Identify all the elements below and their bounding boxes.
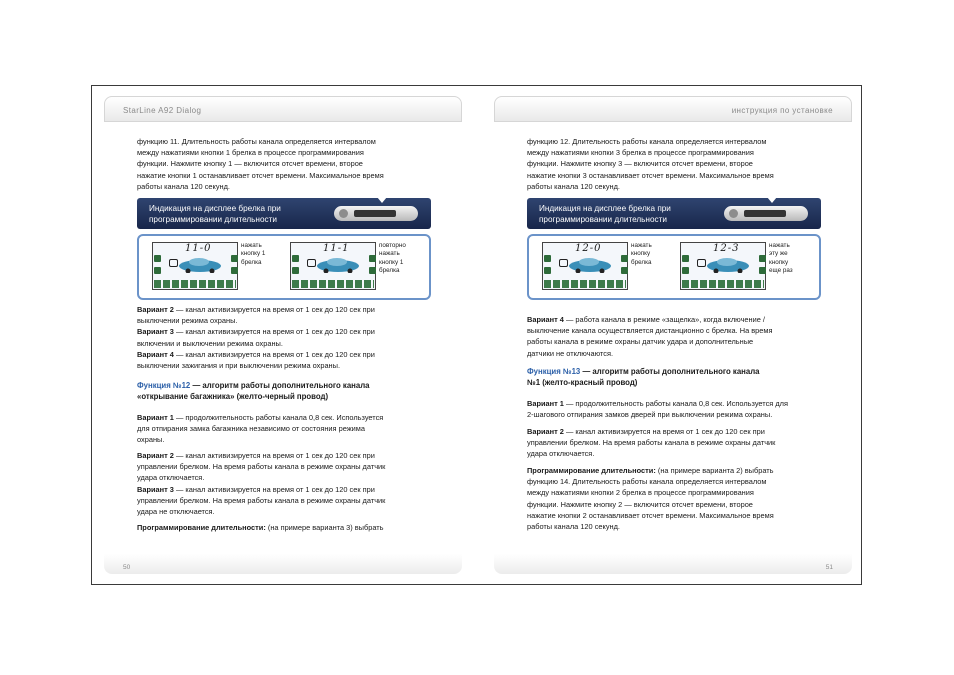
triangle-marker-icon bbox=[377, 197, 387, 203]
screen-caption bbox=[769, 242, 807, 276]
text-line: работы канала 120 секунд. bbox=[137, 181, 230, 191]
indication-band bbox=[527, 198, 821, 229]
variant-text: — канал активизируется на время от 1 сек до 120 сек при bbox=[175, 327, 375, 337]
function-number: Функция №12 bbox=[137, 381, 191, 390]
text-line: выключении зажигания и при выключении режима охраны. bbox=[137, 361, 341, 371]
variant-text: — продолжительность работы канала 0,8 сек. Используется для bbox=[565, 399, 788, 408]
band-title bbox=[539, 203, 719, 225]
car-icon bbox=[177, 257, 223, 273]
status-icon bbox=[682, 267, 689, 274]
text-line: управлении брелком. На время работы канала в режиме охраны датчик bbox=[137, 462, 386, 472]
text-line: функцию 14. Длительность работы канала определяется интервалом bbox=[527, 477, 767, 487]
variant-label: Вариант 1 bbox=[137, 413, 174, 422]
function-title-text: — алгоритм работы дополнительного канала bbox=[190, 381, 370, 390]
programming-text: (на примере варианта 3) выбрать bbox=[267, 523, 384, 532]
text-line: 2-шагового отпирания замков дверей при выключении режима охраны. bbox=[527, 410, 773, 420]
text-line: функции. Нажмите кнопку 2 — включится отсчет времени, второе bbox=[527, 499, 753, 509]
caption-line: брелка bbox=[631, 258, 652, 266]
text-line: функцию 11. Длительность работы канала определяется интервалом bbox=[137, 137, 376, 146]
text-line: между нажатиями кнопки 3 брелка в процессе программирования bbox=[527, 148, 754, 158]
fob-lcd-screen bbox=[542, 242, 628, 290]
status-icon bbox=[369, 267, 376, 274]
display-panel bbox=[137, 234, 431, 300]
display-panel bbox=[527, 234, 821, 300]
text-line: нажатие кнопки 1 останавливает отсчет времени. Максимальное время bbox=[137, 170, 384, 180]
triangle-marker-icon bbox=[767, 197, 777, 203]
text-line: управлении брелком. На время работы канала в режиме охраны датчик bbox=[137, 495, 386, 505]
function-number: Функция №13 bbox=[527, 367, 581, 376]
right-page bbox=[494, 96, 852, 574]
band-title bbox=[149, 203, 329, 225]
status-icon bbox=[759, 255, 766, 262]
screen-caption bbox=[631, 242, 669, 267]
page-header bbox=[104, 96, 462, 122]
screen-caption bbox=[241, 242, 279, 267]
function-heading bbox=[527, 366, 822, 388]
status-icon bbox=[544, 267, 551, 274]
variant-2-paragraph bbox=[137, 450, 432, 517]
variant-text: — канал активизируется на время от 1 сек до 120 сек при bbox=[175, 484, 375, 494]
status-icon bbox=[154, 255, 161, 262]
screen-caption bbox=[379, 242, 417, 276]
text-line: работы канала 120 секунд. bbox=[527, 181, 620, 191]
intro-paragraph bbox=[137, 136, 432, 192]
fob-lcd-screen bbox=[152, 242, 238, 290]
status-icon bbox=[292, 267, 299, 274]
text-line: удара отключается. bbox=[137, 473, 205, 483]
text-line: выключении режима охраны. bbox=[137, 316, 238, 326]
status-icon bbox=[682, 255, 689, 262]
icon-row bbox=[154, 280, 236, 288]
icon-row bbox=[292, 280, 374, 288]
caption-line: кнопку 1 bbox=[379, 258, 404, 266]
lcd-code: 12-0 bbox=[575, 243, 602, 254]
left-page bbox=[104, 96, 462, 574]
variant-label: Вариант 3 bbox=[137, 484, 174, 494]
variant-text: — канал активизируется на время от 1 сек до 120 сек при bbox=[175, 305, 375, 314]
caption-line: кнопку bbox=[769, 258, 789, 266]
variant-4-paragraph bbox=[527, 314, 822, 359]
text-line: включении и выключении режима охраны. bbox=[137, 338, 283, 348]
variant-label: Вариант 4 bbox=[527, 315, 564, 324]
caption-line: повторно bbox=[379, 242, 406, 249]
caption-line: брелка bbox=[241, 258, 262, 266]
variant-2-paragraph bbox=[527, 426, 822, 460]
caption-line: нажать bbox=[241, 242, 262, 249]
variant-text: — продолжительность работы канала 0,8 сек. Используется bbox=[175, 413, 384, 422]
key-fob-icon bbox=[724, 206, 808, 221]
text-line: работы канала 120 секунд. bbox=[527, 522, 620, 532]
page-number: 50 bbox=[123, 564, 131, 571]
fob-lcd-screen bbox=[290, 242, 376, 290]
caption-line: кнопку 1 bbox=[241, 250, 266, 258]
band-title-line: Индикация на дисплее брелка при bbox=[539, 204, 671, 213]
variant-text: — канал активизируется на время от 1 сек до 120 сек при bbox=[565, 427, 765, 436]
caption-line: еще раз bbox=[769, 267, 793, 275]
key-fob-icon bbox=[334, 206, 418, 221]
caption-line: эту же bbox=[769, 250, 788, 258]
page-header bbox=[494, 96, 852, 122]
lcd-code: 11-1 bbox=[323, 243, 350, 254]
text-line: функцию 12. Длительность работы канала определяется интервалом bbox=[527, 137, 767, 146]
document-spread bbox=[91, 85, 862, 585]
function-heading bbox=[137, 380, 432, 402]
variants-block bbox=[137, 304, 432, 371]
status-icon bbox=[231, 255, 238, 262]
indication-band bbox=[137, 198, 431, 229]
status-icon bbox=[369, 255, 376, 262]
variant-1-paragraph bbox=[527, 398, 822, 420]
function-title-line: №1 (желто-красный провод) bbox=[527, 378, 638, 388]
page-footer bbox=[104, 554, 462, 574]
caption-line: нажать bbox=[379, 250, 400, 258]
text-line: охраны. bbox=[137, 435, 165, 445]
fob-lcd-screen bbox=[680, 242, 766, 290]
status-icon bbox=[621, 255, 628, 262]
icon-row bbox=[682, 280, 764, 288]
caption-line: нажать bbox=[769, 242, 790, 249]
status-icon bbox=[759, 267, 766, 274]
lcd-code: 11-0 bbox=[185, 243, 212, 254]
variant-text: — канал активизируется на время от 1 сек до 120 сек при bbox=[175, 349, 375, 359]
car-icon bbox=[567, 257, 613, 273]
status-icon bbox=[231, 267, 238, 274]
caption-line: кнопку bbox=[631, 250, 651, 258]
caption-line: нажать bbox=[631, 242, 652, 249]
status-icon bbox=[154, 267, 161, 274]
text-line: нажатие кнопки 3 останавливает отсчет времени. Максимальное время bbox=[527, 170, 774, 180]
variant-label: Вариант 4 bbox=[137, 349, 174, 359]
text-line: для отпирания замка багажника независимо от состояния режима bbox=[137, 424, 366, 434]
band-title-line: программировании длительности bbox=[539, 215, 667, 224]
programming-paragraph bbox=[527, 465, 822, 532]
variant-1-paragraph bbox=[137, 412, 432, 446]
programming-text: (на примере варианта 2) выбрать bbox=[657, 466, 774, 475]
status-icon bbox=[292, 255, 299, 262]
function-title-line: «открывание багажника» (желто-черный провод) bbox=[137, 392, 329, 402]
lcd-code: 12-3 bbox=[713, 243, 740, 254]
text-line: между нажатиями кнопки 1 брелка в процессе программирования bbox=[137, 148, 364, 158]
programming-paragraph bbox=[137, 522, 432, 533]
programming-label: Программирование длительности: bbox=[137, 523, 266, 532]
variant-label: Вариант 3 bbox=[137, 327, 174, 337]
caption-line: брелка bbox=[379, 267, 400, 275]
status-icon bbox=[621, 267, 628, 274]
text-line: удара отключается. bbox=[527, 449, 595, 459]
intro-paragraph bbox=[527, 136, 822, 192]
text-line: функции. Нажмите кнопку 3 — включится отсчет времени, второе bbox=[527, 159, 753, 169]
header-title: StarLine A92 Dialog bbox=[123, 106, 202, 115]
programming-label: Программирование длительности: bbox=[527, 466, 656, 475]
variant-label: Вариант 2 bbox=[137, 305, 174, 314]
variant-label: Вариант 2 bbox=[137, 451, 174, 460]
text-line: выключение канала осуществляется дистанционно с брелка. На время bbox=[527, 326, 773, 336]
band-title-line: Индикация на дисплее брелка при bbox=[149, 204, 281, 213]
icon-row bbox=[544, 280, 626, 288]
page-number: 51 bbox=[825, 564, 833, 571]
variant-line bbox=[137, 326, 432, 337]
text-line: нажатие кнопки 2 останавливает отсчет времени. Максимальное время bbox=[527, 510, 774, 520]
variant-text: — канал активизируется на время от 1 сек до 120 сек при bbox=[175, 451, 375, 460]
text-line: удара не отключается. bbox=[137, 507, 215, 517]
header-title: инструкция по установке bbox=[731, 106, 833, 115]
variant-label: Вариант 1 bbox=[527, 399, 564, 408]
text-line: между нажатиями кнопки 2 брелка в процессе программирования bbox=[527, 488, 754, 498]
car-icon bbox=[705, 257, 751, 273]
variant-text: — работа канала в режиме «защелка», когда включение / bbox=[565, 315, 765, 324]
text-line: датчики не отключаются. bbox=[527, 348, 614, 358]
text-line: функции. Нажмите кнопку 1 — включится отсчет времени, второе bbox=[137, 159, 363, 169]
variant-line bbox=[137, 349, 432, 360]
text-line: работы канала в режиме охраны датчик удара и дополнительные bbox=[527, 337, 754, 347]
variant-line bbox=[137, 304, 432, 315]
text-line: управлении брелком. На время работы канала в режиме охраны датчик bbox=[527, 438, 776, 448]
car-icon bbox=[315, 257, 361, 273]
status-icon bbox=[544, 255, 551, 262]
variant-label: Вариант 2 bbox=[527, 427, 564, 436]
band-title-line: программировании длительности bbox=[149, 215, 277, 224]
function-title-text: — алгоритм работы дополнительного канала bbox=[580, 367, 760, 376]
page-footer bbox=[494, 554, 852, 574]
